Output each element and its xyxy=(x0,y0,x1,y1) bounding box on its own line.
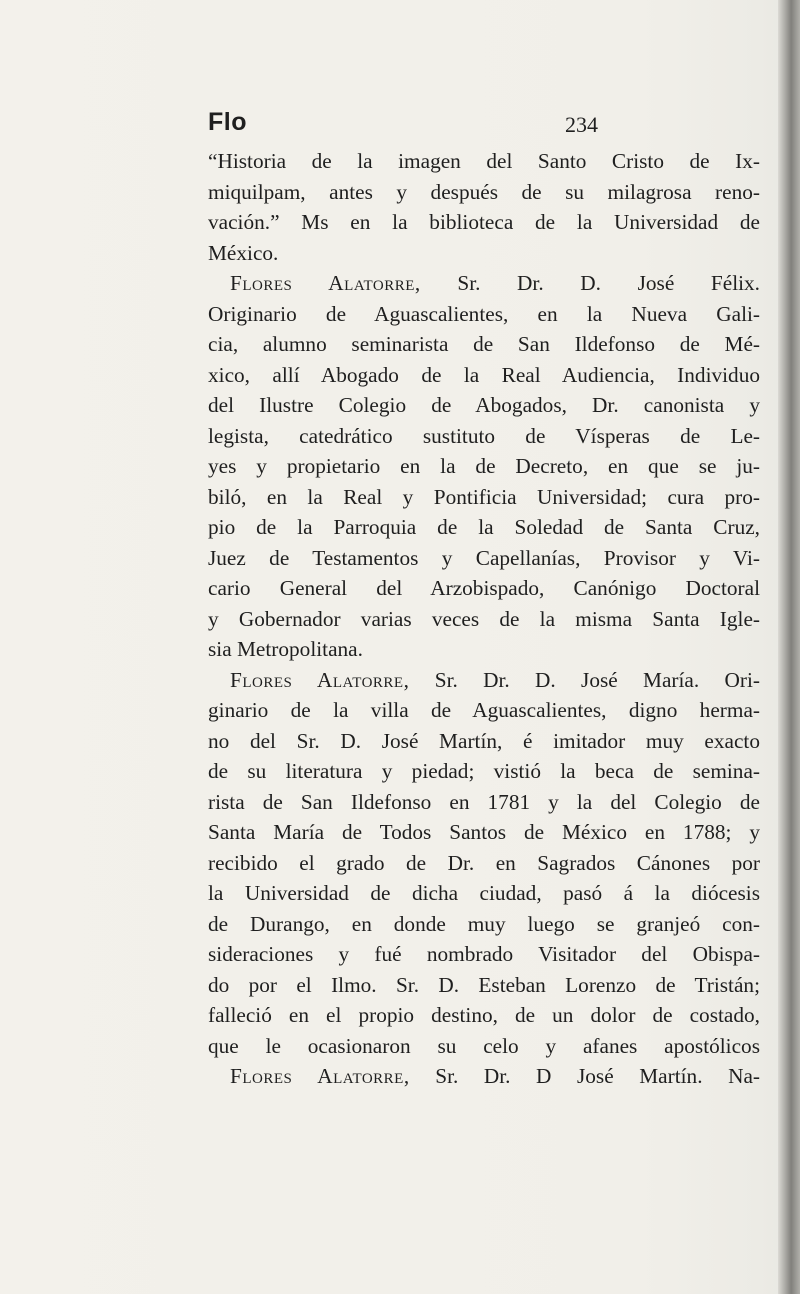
body-text xyxy=(208,146,760,1092)
text-line: pio de la Parroquia de la Soledad de Santa Cruz, xyxy=(208,515,760,539)
entry-heading-rest: Sr. Dr. D. José Félix. xyxy=(420,271,761,295)
text-line: no del Sr. D. José Martín, é imitador muy exacto xyxy=(208,728,760,753)
text-line: cario General del Arzobispado, Canónigo Doctoral xyxy=(208,576,760,600)
entry-heading-flores-alatorre-jose-maria xyxy=(208,665,760,696)
entry-name: Flores Alatorre, xyxy=(230,667,410,692)
text-line: que le ocasionaron su celo y afanes apostólicos xyxy=(208,1033,760,1058)
text-line: la Universidad de dicha ciudad, pasó á la diócesis xyxy=(208,881,760,905)
entry-heading-flores-alatorre-jose-martin xyxy=(208,1061,760,1092)
text-line: Juez de Testamentos y Capellanías, Provisor y Vi- xyxy=(208,545,760,570)
page-number: 234 xyxy=(565,112,598,137)
text-line: sideraciones y fué nombrado Visitador del Obispa- xyxy=(208,942,760,966)
text-line: rista de San Ildefonso en 1781 y la del Colegio de xyxy=(208,789,760,814)
text-line: xico, allí Abogado de la Real Audiencia, Individuo xyxy=(208,362,760,387)
text-line: cia, alumno seminarista de San Ildefonso de Mé- xyxy=(208,332,760,356)
text-line: de Durango, en donde muy luego se granjeó con- xyxy=(208,911,760,936)
text-line: do por el Ilmo. Sr. D. Esteban Lorenzo de Tristán; xyxy=(208,972,760,997)
running-head-word: Flo xyxy=(208,108,247,136)
page-edge-shadow xyxy=(778,0,800,1294)
text-line: México. xyxy=(208,240,279,265)
text-line: falleció en el propio destino, de un dolor de costado, xyxy=(208,1003,760,1027)
text-line: recibido el grado de Dr. en Sagrados Cánones por xyxy=(208,850,760,875)
text-line: miquilpam, antes y después de su milagrosa reno- xyxy=(208,179,760,204)
text-line: de su literatura y piedad; vistió la beca de semina- xyxy=(208,759,760,783)
entry-name: Flores Alatorre, xyxy=(230,1064,410,1088)
text-line: Santa María de Todos Santos de México en 1788; y xyxy=(208,820,760,844)
text-line: y Gobernador varias veces de la misma Santa Igle- xyxy=(208,606,760,631)
text-line: Originario de Aguascalientes, en la Nueva Gali- xyxy=(208,301,760,326)
running-header xyxy=(208,108,628,148)
text-line: yes y propietario en la de Decreto, en que se ju- xyxy=(208,454,760,478)
text-line: biló, en la Real y Pontificia Universidad; cura pro- xyxy=(208,484,760,509)
text-line: legista, catedrático sustituto de Vísperas de Le- xyxy=(208,423,760,448)
text-line: vación.” Ms en la biblioteca de la Universidad de xyxy=(208,210,760,234)
entry-name: Flores Alatorre, xyxy=(230,271,421,295)
text-line: del Ilustre Colegio de Abogados, Dr. canonista y xyxy=(208,393,760,417)
text-line: ginario de la villa de Aguascalientes, digno herma- xyxy=(208,698,760,722)
text-line: “Historia de la imagen del Santo Cristo de Ix- xyxy=(208,149,760,173)
entry-heading-rest: Sr. Dr. D José Martín. Na- xyxy=(409,1064,760,1088)
text-line: sia Metropolitana. xyxy=(208,637,363,661)
entry-heading-flores-alatorre-jose-felix xyxy=(208,268,760,299)
entry-heading-rest: Sr. Dr. D. José María. Ori- xyxy=(409,667,760,692)
